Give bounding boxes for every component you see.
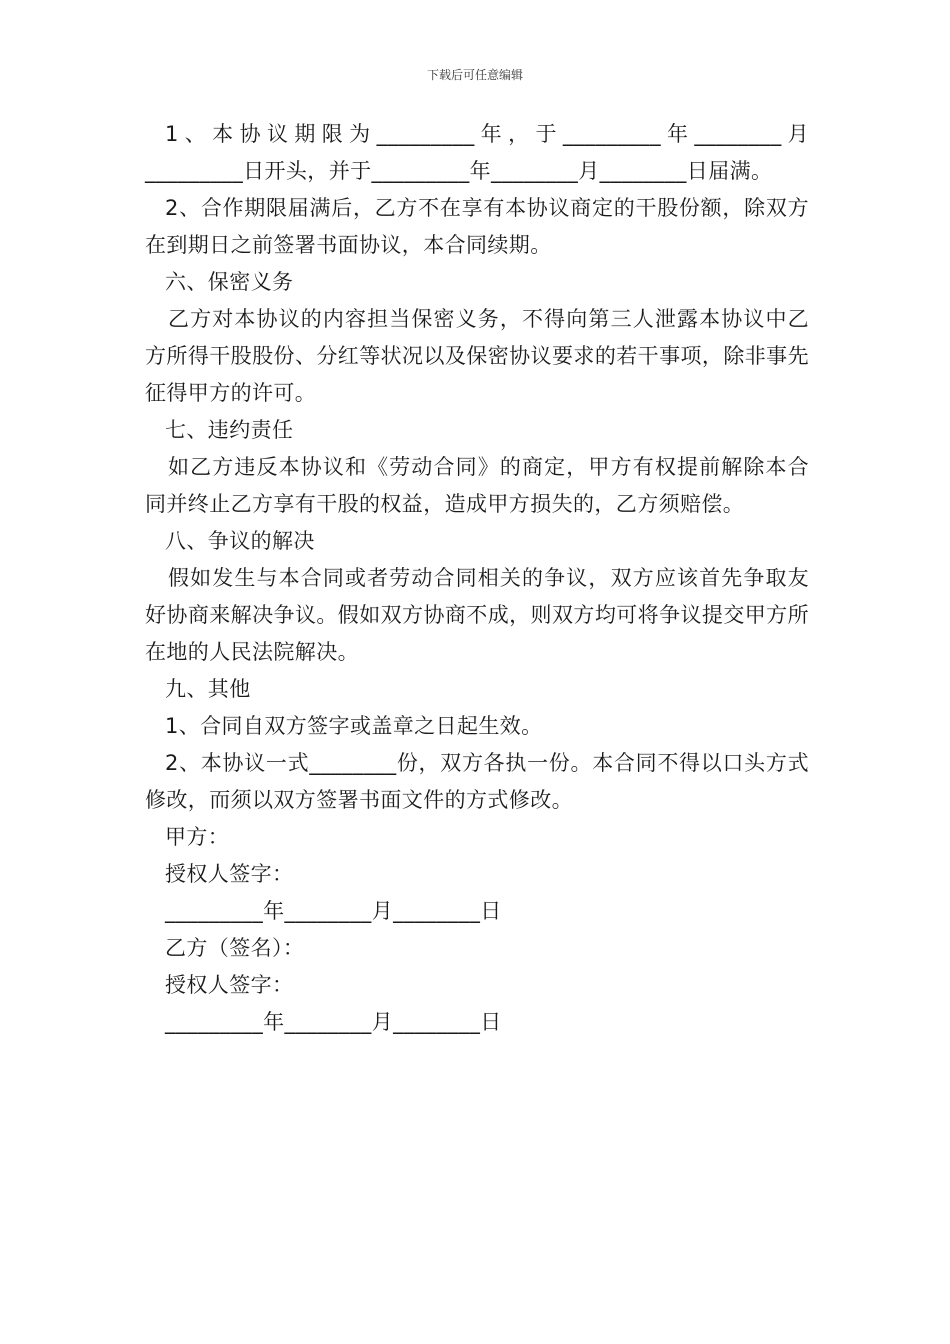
party-a-label: 甲方： <box>165 825 230 849</box>
document-body <box>145 116 809 1041</box>
page-header-note: 下载后可任意编辑 <box>426 68 523 82</box>
party-a-date-line: _________年________月________日 <box>165 899 502 923</box>
section-8-title: 八、争议的解决 <box>165 529 315 553</box>
section-9-title: 九、其他 <box>165 677 251 701</box>
party-b-authorized-signature: 授权人签字： <box>165 973 294 997</box>
section-7-title: 七、违约责任 <box>165 418 294 442</box>
party-b-date-line: _________年________月________日 <box>165 1010 502 1034</box>
section-6-body: 乙方对本协议的内容担当保密义务，不得向第三人泄露本协议中乙方所得干股股份、分红等状况以及保密协议要求的若干事项，除非事先征得甲方的许可。 <box>145 307 809 405</box>
term-clause-1: 1、本协议期限为_________年，于_________年________月_________日开头，并于_________年________月________日届满。 <box>145 122 809 183</box>
section-9-item-1: 1、合同自双方签字或盖章之日起生效。 <box>165 714 543 738</box>
section-6-title: 六、保密义务 <box>165 270 294 294</box>
party-a-authorized-signature: 授权人签字： <box>165 862 294 886</box>
term-clause-2: 2、合作期限届满后，乙方不在享有本协议商定的干股份额，除双方在到期日之前签署书面协议，本合同续期。 <box>145 196 809 257</box>
section-9-item-2: 2、本协议一式________份，双方各执一份。本合同不得以口头方式修改，而须以双方签署书面文件的方式修改。 <box>145 751 809 812</box>
party-b-label: 乙方（签名）： <box>165 936 305 960</box>
section-8-body: 假如发生与本合同或者劳动合同相关的争议，双方应该首先争取友好协商来解决争议。假如双方协商不成，则双方均可将争议提交甲方所在地的人民法院解决。 <box>145 566 809 664</box>
section-7-body: 如乙方违反本协议和《劳动合同》的商定，甲方有权提前解除本合同并终止乙方享有干股的权益，造成甲方损失的，乙方须赔偿。 <box>145 455 809 516</box>
